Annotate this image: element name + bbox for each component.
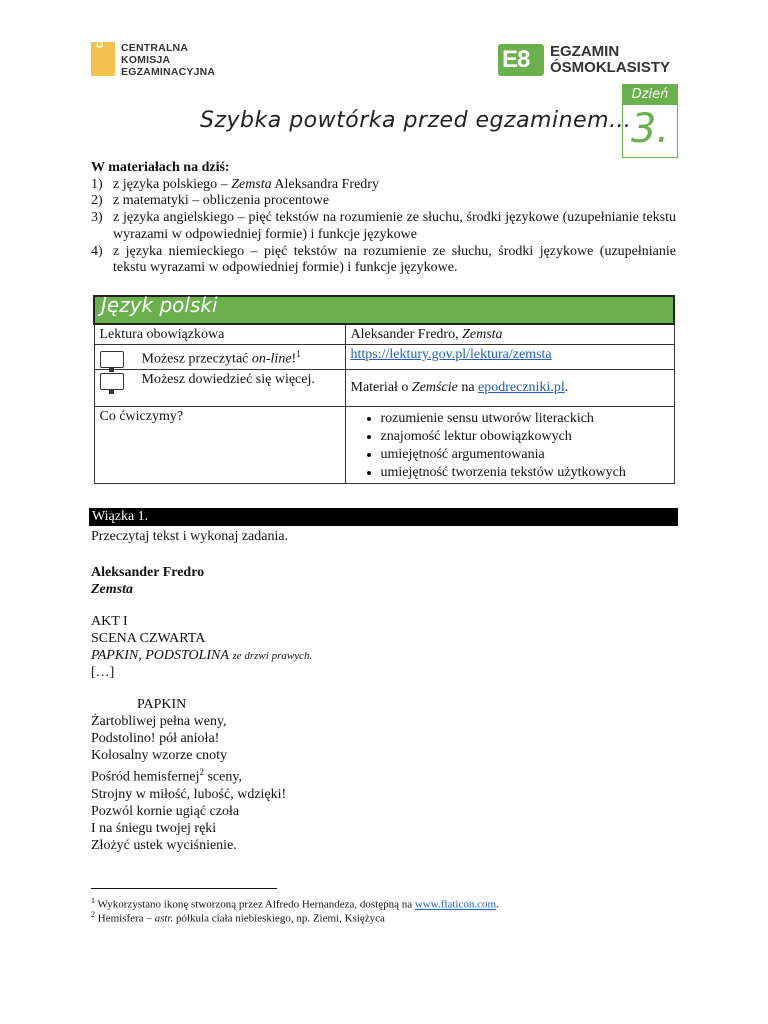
table-cell-label: Możesz dowiedzieć się więcej. xyxy=(94,369,345,406)
monitor-icon xyxy=(100,351,124,368)
monitor-icon xyxy=(100,373,124,390)
cke-logo-text: CENTRALNA KOMISJA EGZAMINACYJNA xyxy=(121,42,216,78)
cke-logo-mark: CKE xyxy=(91,42,115,76)
instruction: Przeczytaj tekst i wykonaj zadania. xyxy=(91,529,289,544)
footnote-2: $^2$ Hemisfera – astr. półkula ciała niebieskiego, np. Ziemi, Księżyca xyxy=(91,910,385,925)
footnote-divider xyxy=(91,888,277,889)
materials-heading: W materiałach na dziś: xyxy=(91,160,230,175)
e8-logo-text: EGZAMIN ÓSMOKLASISTY xyxy=(550,43,671,76)
materials-list xyxy=(91,177,676,277)
list-item: 1) z języka polskiego – Zemsta Aleksandra Fredry xyxy=(91,176,379,192)
table-cell-value xyxy=(345,406,674,483)
day-label: Dzień xyxy=(623,85,677,105)
e8-logo xyxy=(498,44,678,78)
table-row xyxy=(94,369,674,406)
table-header-row xyxy=(94,296,674,324)
table-row xyxy=(94,345,674,370)
table-cell-label: Lektura obowiązkowa xyxy=(94,324,345,345)
day-number: 3. xyxy=(630,106,670,152)
table-cell-label: Możesz przeczytać on-line!$^1$ xyxy=(94,345,345,370)
e8-logo-mark: E8 xyxy=(498,44,544,76)
table-row xyxy=(94,324,674,345)
table-cell-value xyxy=(345,345,674,370)
verse-line: Strojny w miłość, lubość, wdzięki! xyxy=(91,786,287,802)
act-label: AKT I xyxy=(91,614,128,629)
speaker-name: PAPKIN xyxy=(137,697,187,712)
persons-line: PAPKIN, PODSTOLINA ze drzwi prawych. xyxy=(91,648,313,663)
table-row xyxy=(94,406,674,483)
work-title: Zemsta xyxy=(91,582,133,597)
list-item: • umiejętność tworzenia tekstów użytkowych xyxy=(381,464,669,482)
lesson-table xyxy=(93,295,675,484)
footnote-1: $^1$ Wykorzystano ikonę stworzoną przez Alfredo Hernandeza, dostępną na www.flaticon.com. xyxy=(91,896,499,911)
list-item: • rozumienie sensu utworów literackich xyxy=(381,410,669,428)
day-badge xyxy=(622,84,678,158)
table-cell-value: Aleksander Fredro, Zemsta xyxy=(345,324,674,345)
page-title: Szybka powtórka przed egzaminem… xyxy=(200,108,632,133)
skills-list xyxy=(351,410,669,482)
flaticon-link[interactable]: www.flaticon.com xyxy=(414,898,497,911)
verse-line: Podstolino! pół anioła! xyxy=(91,731,220,746)
list-item: 3) z języka angielskiego – pięć tekstów na rozumienie ze słuchu, środki językowe (uzupełnianie tekstu wyrazami w odpowiedniej formie) i funkcje językowe xyxy=(91,210,676,242)
verse-line: I na śniegu twojej ręki xyxy=(91,820,217,836)
materials-section xyxy=(91,160,676,277)
epodreczniki-link[interactable]: epodreczniki.pl xyxy=(478,380,565,396)
section-bar: Wiązka 1. xyxy=(89,508,678,526)
lektury-link[interactable]: https://lektury.gov.pl/lektura/zemsta xyxy=(350,347,552,362)
verse-line: Kolosalny wzorze cnoty xyxy=(91,748,228,763)
list-item: 2) z matematyki – obliczenia procentowe xyxy=(91,193,330,209)
author: Aleksander Fredro xyxy=(91,565,205,580)
ellipsis: […] xyxy=(91,665,115,680)
scene-label: SCENA CZWARTA xyxy=(91,631,206,646)
list-item: 4) z języka niemieckiego – pięć tekstów na rozumienie ze słuchu, środki językowe (uzupełnianie tekstu wyrazami w odpowiedniej formie) i funkcje językowe. xyxy=(91,243,676,276)
verse-line: Pozwól kornie ugiąć czoła xyxy=(91,803,240,819)
verse-block xyxy=(91,713,286,854)
list-item: • umiejętność argumentowania xyxy=(381,446,669,464)
list-item: • znajomość lektur obowiązkowych xyxy=(381,428,669,446)
verse-line: Żartobliwej pełna weny, xyxy=(91,714,227,729)
table-cell-value: Materiał o Zemście na epodreczniki.pl. xyxy=(345,369,674,406)
table-header: Język polski xyxy=(101,293,218,317)
verse-line: Pośród hemisfernej$^2$ sceny, xyxy=(91,767,242,785)
cke-logo xyxy=(91,28,231,78)
verse-line: Złożyć ustek wyciśnienie. xyxy=(91,837,237,853)
table-cell-label: Co ćwiczymy? xyxy=(94,406,345,483)
